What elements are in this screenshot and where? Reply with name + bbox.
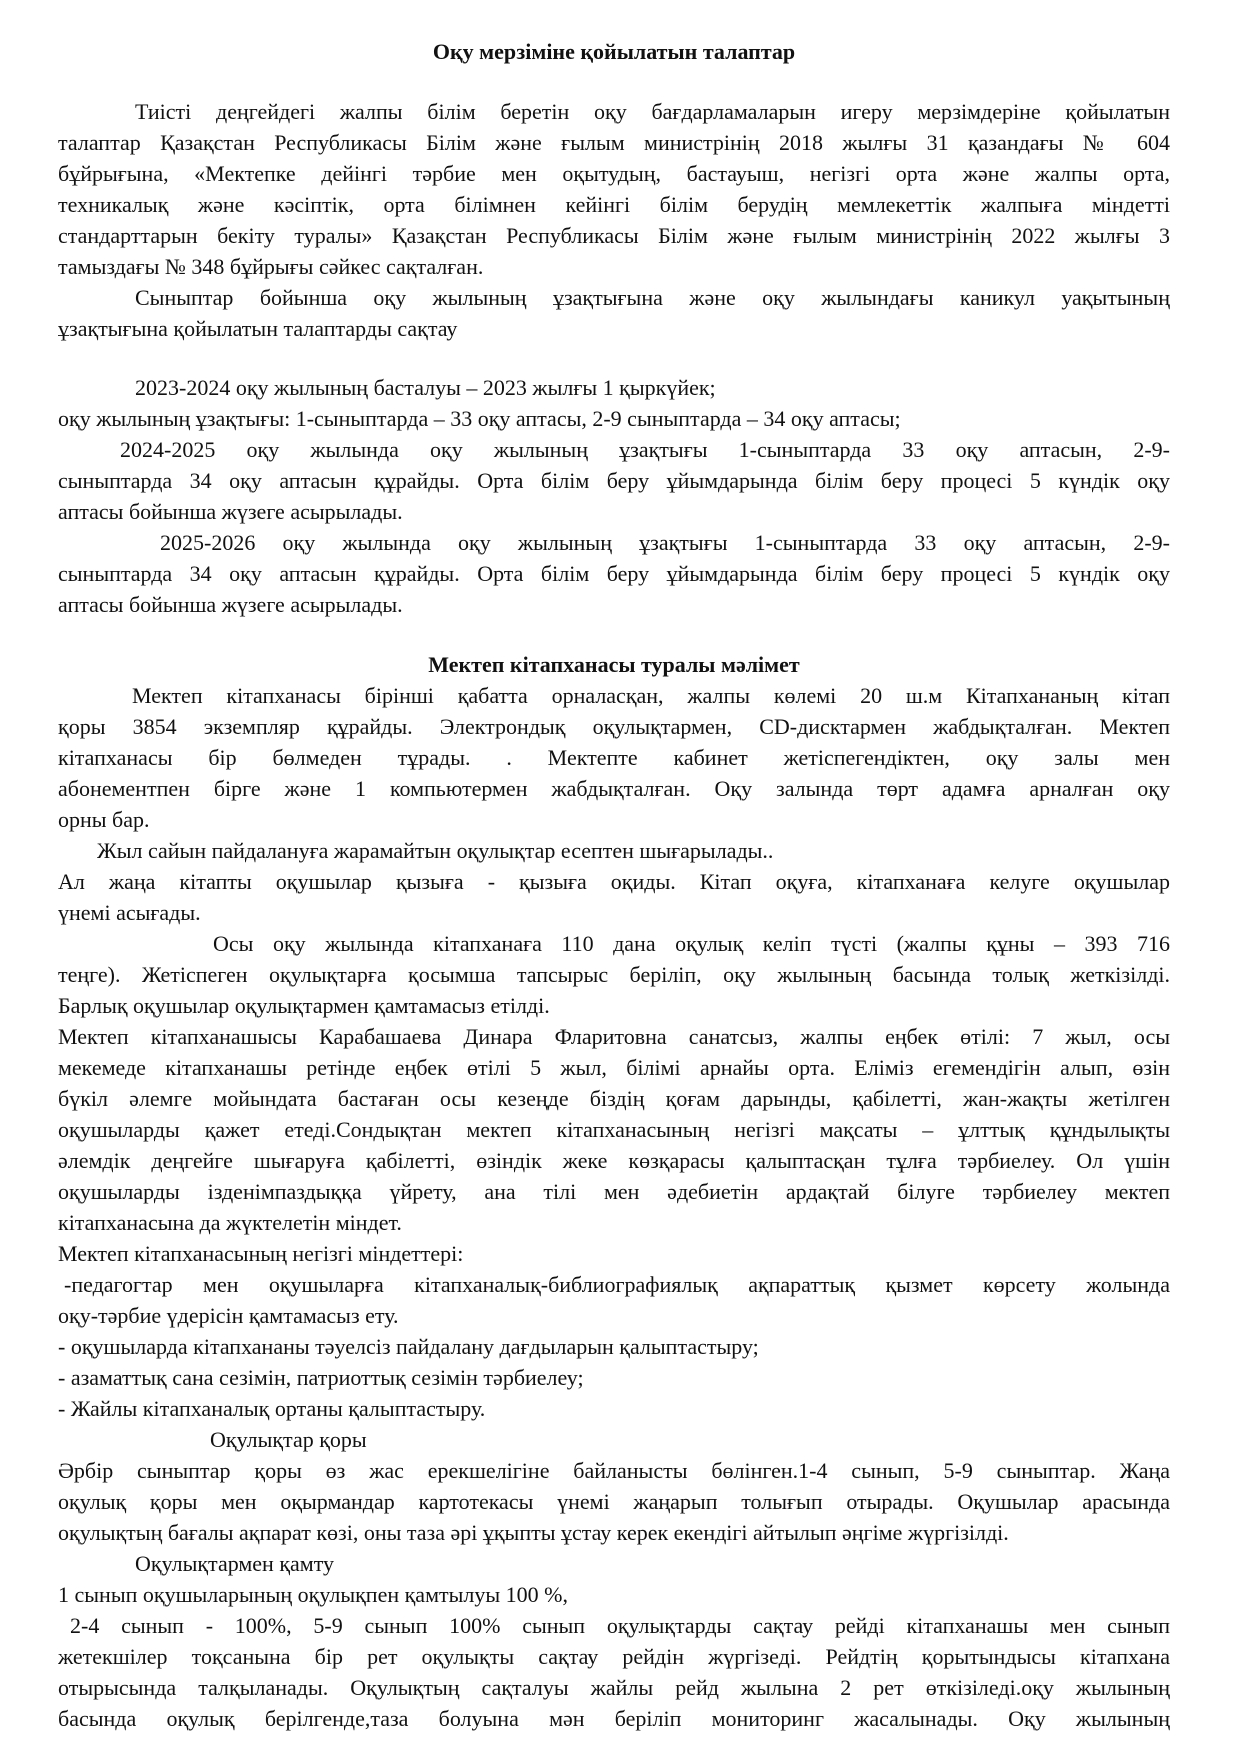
section-title-study-terms: Оқу мерзіміне қойылатын талаптар	[432, 39, 796, 64]
list-item: - азаматтық сана сезімін, патриоттық сезімін тәрбиелеу;	[58, 1365, 584, 1390]
section-title-library: Мектеп кітапханасы туралы мәлімет	[428, 652, 800, 677]
tasks-heading: Мектеп кітапханасының негізгі міндеттері:	[58, 1241, 464, 1266]
paragraph-line: кітапханасына да жүктелетін міндет.	[58, 1210, 402, 1235]
paragraph-line: Жыл сайын пайдалануға жарамайтын оқулықтар есептен шығарылады..	[97, 838, 774, 863]
paragraph-line: аптасы бойынша жүзеге асырылады.	[58, 499, 403, 524]
paragraph-line: отырысында талқыланады. Оқулықтың сақталуы жайлы рейд жылына 2 рет өткізіледі.оқу жылының	[58, 1675, 1170, 1700]
paragraph-line: ұзақтығына қойылатын талаптарды сақтау	[58, 316, 458, 341]
paragraph-line: басында оқулық берілгенде,таза болуына мән беріліп мониторинг жасалынады. Оқу жылының	[58, 1706, 1170, 1731]
paragraph-line: теңге). Жетіспеген оқулықтарға қосымша тапсырыс беріліп, оқу жылының басында толық жеткізілді.	[58, 962, 1170, 987]
paragraph-line: аптасы бойынша жүзеге асырылады.	[58, 592, 403, 617]
paragraph-line: оқулық қоры мен оқырмандар картотекасы үнемі жаңарып толығып отырады. Оқушылар арасында	[58, 1489, 1170, 1514]
paragraph-line: тамыздағы № 348 бұйрығы сәйкес сақталған.	[58, 254, 484, 279]
paragraph-line: Осы оқу жылында кітапханаға 110 дана оқулық келіп түсті (жалпы құны – 393 716	[213, 931, 1170, 956]
list-item: - оқушыларда кітапхананы тәуелсіз пайдалану дағдыларын қалыптастыру;	[58, 1334, 759, 1359]
list-item: -педагогтар мен оқушыларға кітапханалық-библиографиялық ақпараттық қызмет көрсету жолында	[64, 1272, 1170, 1297]
paragraph-line: техникалық және кәсіптік, орта білімнен кейінгі білім берудің мемлекеттік жалпыға міндетті	[58, 192, 1170, 217]
paragraph-line: оқулықтың бағалы ақпарат көзі, оны таза әрі ұқыпты ұстау керек екендігі айтылып әңгіме жүргізілді.	[58, 1520, 1009, 1545]
paragraph-line: Сыныптар бойынша оқу жылының ұзақтығына және оқу жылындағы каникул уақытының	[135, 285, 1170, 310]
list-item: оқу-тәрбие үдерісін қамтамасыз ету.	[58, 1303, 399, 1328]
paragraph-line: сыныптарда 34 оқу аптасын құрайды. Орта білім беру ұйымдарында білім беру процесі 5 күндік оқу	[58, 468, 1170, 493]
paragraph-line: мекемеде кітапханашы ретінде еңбек өтілі 5 жыл, білімі арнайы орта. Еліміз егемендігін алып, өзін	[58, 1055, 1170, 1080]
paragraph-line: жетекшілер тоқсанына бір рет оқулықты сақтау рейдін жүргізеді. Рейдтің қорытындысы кітапхана	[58, 1644, 1170, 1669]
paragraph-line: Ал жаңа кітапты оқушылар қызыға - қызыға оқиды. Кітап оқуға, кітапханаға келуге оқушылар	[58, 869, 1170, 894]
paragraph-line: әлемдік деңгейге шығаруға қабілетті, өзіндік жеке көзқарасы қалыптасқан тұлға тәрбиелеу. Ол үшін	[58, 1148, 1170, 1173]
paragraph-line: 2-4 сынып - 100%, 5-9 сынып 100% сынып оқулықтарды сақтау рейді кітапханашы мен сынып	[70, 1613, 1170, 1638]
duration-line: оқу жылының ұзақтығы: 1-сыныптарда – 33 оқу аптасы, 2-9 сыныптарда – 34 оқу аптасы;	[58, 406, 901, 431]
paragraph-line: Мектеп кітапханашысы Карабашаева Динара Фларитовна санатсыз, жалпы еңбек өтілі: 7 жыл, осы	[58, 1024, 1170, 1049]
paragraph-line: сыныптарда 34 оқу аптасын құрайды. Орта білім беру ұйымдарында білім беру процесі 5 күндік оқу	[58, 561, 1170, 586]
paragraph-line: оқушыларды қажет етеді.Сондықтан мектеп кітапханасының негізгі мақсаты – ұлттық құндылықты	[58, 1117, 1170, 1142]
paragraph-line: Тиісті деңгейдегі жалпы білім беретін оқу бағдарламаларын игеру мерзімдеріне қойылатын	[135, 99, 1170, 124]
paragraph-line: қоры 3854 экземпляр құрайды. Электрондық оқулықтармен, CD-дисктармен жабдықталған. Мектеп	[58, 714, 1170, 739]
paragraph-line: 1 сынып оқушыларының оқулықпен қамтылуы 100 %,	[58, 1582, 568, 1607]
paragraph-line: оқушыларды ізденімпаздыққа үйрету, ана тілі мен әдебиетін ардақтай білуге тәрбиелеу мектеп	[58, 1179, 1170, 1204]
paragraph-line: орны бар.	[58, 807, 150, 832]
paragraph-line: 2025-2026 оқу жылында оқу жылының ұзақтығы 1-сыныптарда 33 оқу аптасын, 2-9-	[160, 530, 1170, 555]
paragraph-line: бұйрығына, «Мектепке дейінгі тәрбие мен оқытудың, бастауыш, негізгі орта және жалпы орта,	[58, 161, 1170, 186]
list-item: - Жайлы кітапханалық ортаны қалыптастыру.	[58, 1396, 486, 1421]
subheading-textbook-fund: Оқулықтар қоры	[210, 1427, 367, 1452]
paragraph-line: стандарттарын бекіту туралы» Қазақстан Республикасы Білім және ғылым министрінің 2022 жылғы 3	[58, 223, 1170, 248]
paragraph-line: Мектеп кітапханасы бірінші қабатта орналасқан, жалпы көлемі 20 ш.м Кітапхананың кітап	[132, 683, 1170, 708]
paragraph-line: Барлық оқушылар оқулықтармен қамтамасыз етілді.	[58, 993, 550, 1018]
paragraph-line: абонементпен бірге және 1 компьютермен жабдықталған. Оқу залында төрт адамға арналған оқу	[58, 776, 1170, 801]
paragraph-line: кітапханасы бір бөлмеден тұрады. . Мектепте кабинет жетіспегендіктен, оқу залы мен	[58, 745, 1170, 770]
paragraph-line: Әрбір сыныптар қоры өз жас ерекшелігіне байланысты бөлінген.1-4 сынып, 5-9 сыныптар. Жаңа	[58, 1458, 1170, 1483]
subheading-textbook-provision: Оқулықтармен қамту	[135, 1551, 335, 1576]
paragraph-line: үнемі асығады.	[58, 900, 201, 925]
paragraph-line: бүкіл әлемге мойындата бастаған осы кезеңде біздің қоғам дарынды, қабілетті, жан-жақты жетілген	[58, 1086, 1170, 1111]
paragraph-line: 2024-2025 оқу жылында оқу жылының ұзақтығы 1-сыныптарда 33 оқу аптасын, 2-9-	[120, 437, 1170, 462]
year-start-line: 2023-2024 оқу жылының басталуы – 2023 жылғы 1 қыркүйек;	[135, 375, 716, 400]
paragraph-line: талаптар Қазақстан Республикасы Білім және ғылым министрінің 2018 жылғы 31 қазандағы № 604	[58, 130, 1170, 155]
